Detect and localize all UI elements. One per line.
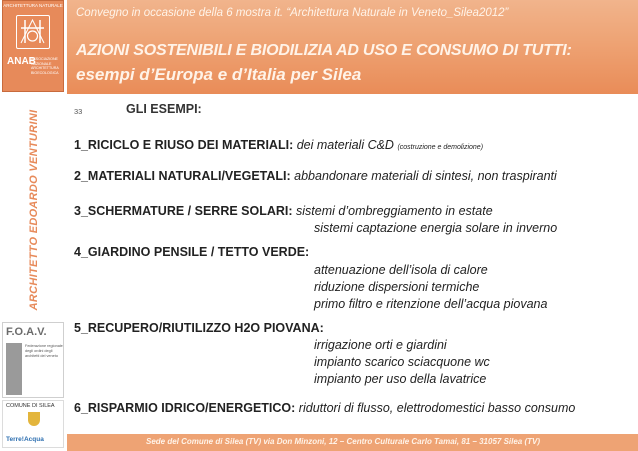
anab-top-text: ARCHITETTURA NATURALE — [3, 3, 63, 8]
foav-title: F.O.A.V. — [6, 326, 47, 338]
item-heading: 4_GIARDINO PENSILE / TETTO VERDE: — [74, 245, 310, 259]
item-subline: attenuazione dell’isola di calore — [314, 263, 488, 277]
item-subline: primo filtro e ritenzione dell’acqua piovana — [314, 297, 548, 311]
terre-acqua-label: Terre!Acqua — [6, 436, 44, 443]
anab-emblem-icon — [16, 15, 50, 49]
list-item — [74, 169, 557, 183]
footer-address: Sede del Comune di Silea (TV) via Don Minzoni, 12 – Centro Culturale Carlo Tamai, 81 – 31057 Silea (TV) — [146, 437, 541, 446]
item-note: (costruzione e demolizione) — [397, 144, 484, 151]
section-title: GLI ESEMPI: — [126, 102, 202, 116]
item-subline: impianto per uso della lavatrice — [314, 372, 487, 386]
item-heading: 5_RECUPERO/RIUTILIZZO H2O PIOVANA: — [74, 321, 324, 335]
author-vertical-label — [0, 97, 67, 322]
anab-subtitle: ASSOCIAZIONE NAZIONALE ARCHITETTURA BIOECOLOGICA — [31, 57, 59, 75]
foav-logo — [2, 322, 64, 398]
item-subline: sistemi captazione energia solare in inverno — [314, 221, 558, 235]
silea-logo — [2, 400, 64, 448]
item-heading: 2_MATERIALI NATURALI/VEGETALI: — [74, 169, 291, 183]
foav-emblem-icon — [6, 343, 22, 395]
left-sidebar — [0, 0, 67, 451]
item-heading: 3_SCHERMATURE / SERRE SOLARI: — [74, 204, 293, 218]
item-subline: irrigazione orti e giardini — [314, 338, 447, 352]
item-description: riduttori di flusso, elettrodomestici basso consumo — [295, 401, 576, 415]
list-item — [74, 138, 483, 152]
item-description: sistemi d’ombreggiamento in estate — [292, 204, 493, 218]
slide-number: 33 — [74, 107, 83, 116]
header-banner — [67, 0, 638, 94]
item-subline: impianto scarico sciacquone wc — [314, 355, 490, 369]
item-description: dei materiali C&D — [293, 138, 398, 152]
presentation-title: AZIONI SOSTENIBILI E BIODILIZIA AD USO E CONSUMO DI TUTTI: — [76, 42, 572, 59]
presentation-subtitle: esempi d’Europa e d’Italia per Silea — [76, 65, 362, 84]
foav-text: Federazione regionale degli ordini degli architetti del veneto — [25, 344, 63, 358]
anab-logo — [2, 0, 64, 92]
list-item — [74, 321, 324, 335]
list-item — [74, 245, 309, 259]
silea-shield-icon — [28, 412, 40, 426]
item-subline: riduzione dispersioni termiche — [314, 280, 480, 294]
list-item — [74, 204, 493, 218]
item-heading: 1_RICICLO E RIUSO DEI MATERIALI: — [74, 138, 294, 152]
item-heading: 6_RISPARMIO IDRICO/ENERGETICO: — [74, 401, 296, 415]
conference-title: Convegno in occasione della 6 mostra it. “Architettura Naturale in Veneto_Silea2012” — [76, 7, 509, 19]
footer-bar — [67, 434, 638, 451]
list-item — [74, 401, 575, 415]
item-description: abbandonare materiali di sintesi, non traspiranti — [290, 169, 557, 183]
author-name: ARCHITETTO EDOARDO VENTURINI — [27, 109, 40, 310]
silea-label: COMUNE DI SILEA — [6, 403, 55, 409]
anab-name: ANAB — [7, 56, 36, 67]
